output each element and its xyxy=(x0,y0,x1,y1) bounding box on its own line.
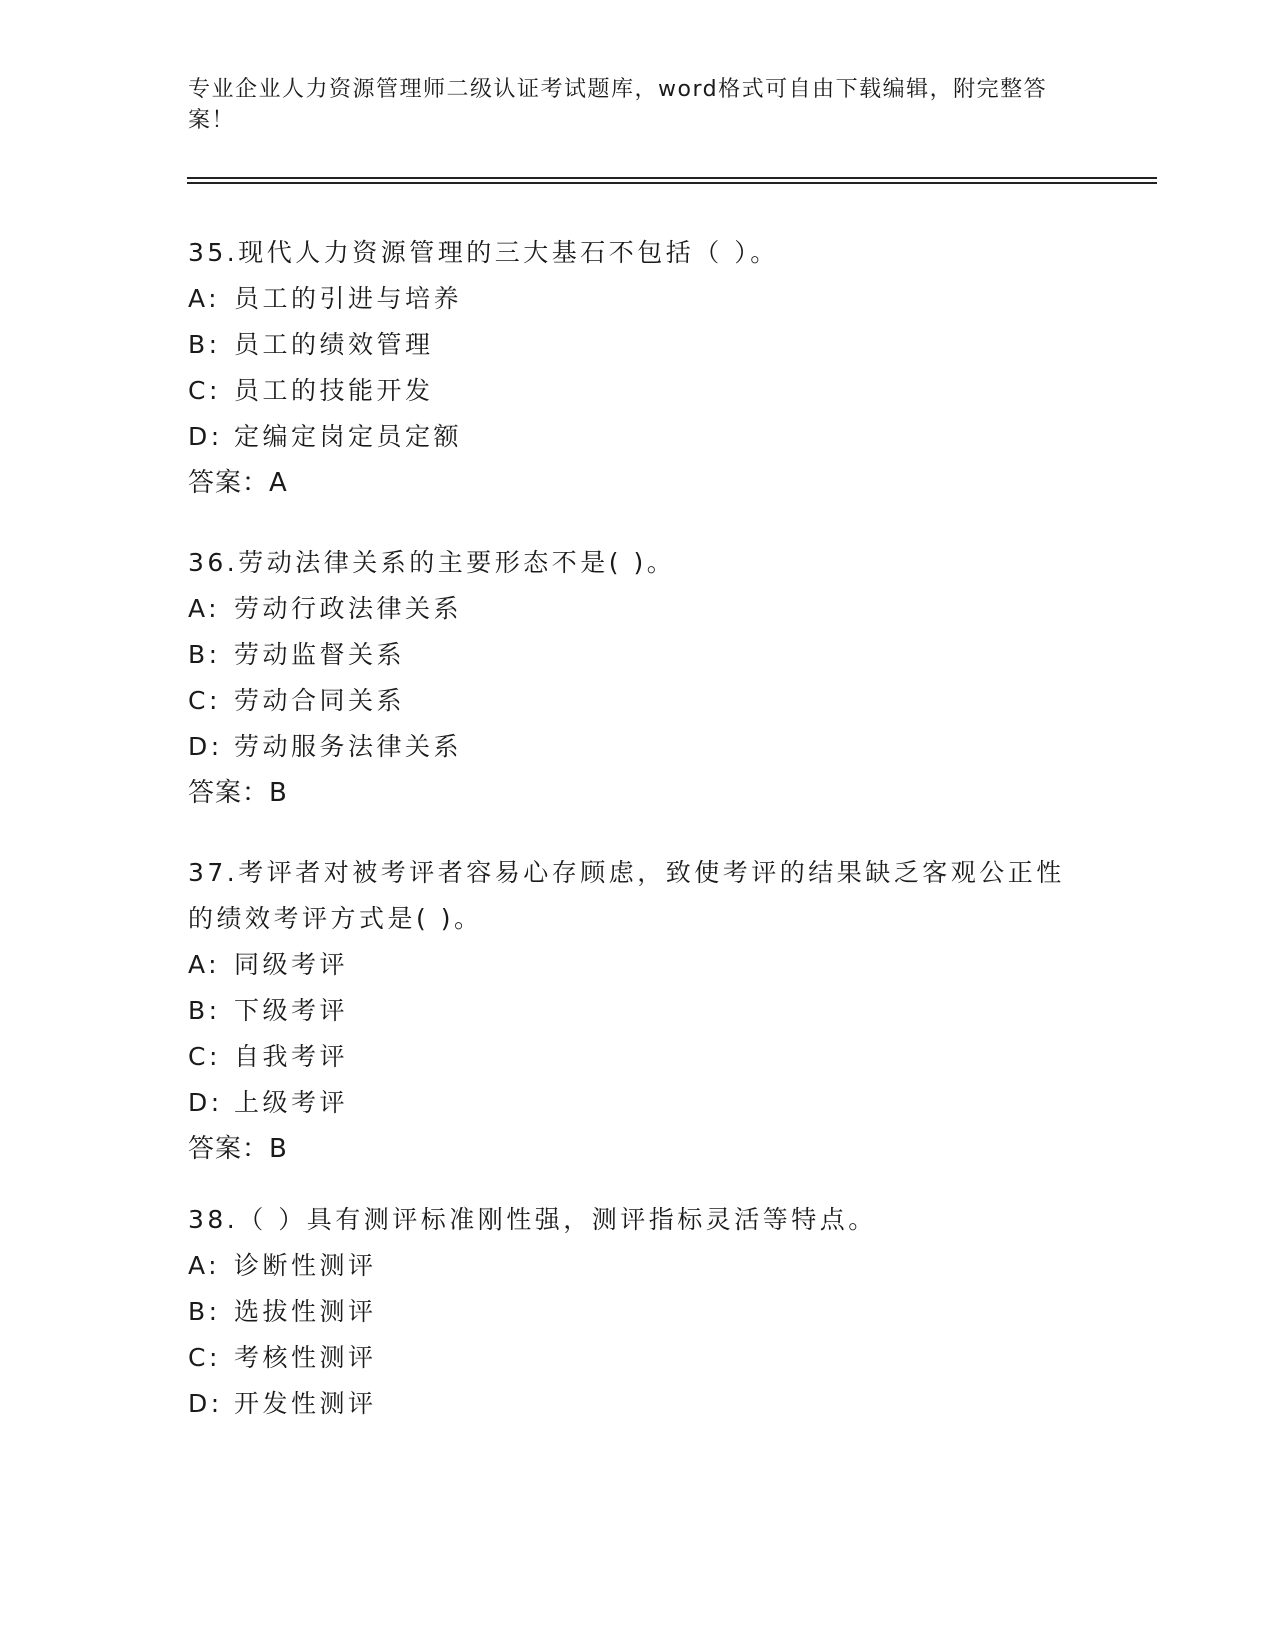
option-b xyxy=(188,322,1088,368)
option-text: 劳动行政法律关系 xyxy=(234,594,463,623)
option-b xyxy=(188,988,1088,1034)
option-letter: C: xyxy=(188,1343,221,1372)
question-stem: 38.（ ）具有测评标准刚性强，测评指标灵活等特点。 xyxy=(188,1205,877,1234)
option-a xyxy=(188,942,1088,988)
option-letter: B: xyxy=(188,996,221,1025)
option-text: 同级考评 xyxy=(234,950,349,979)
header-divider-top xyxy=(187,177,1157,179)
option-c xyxy=(188,368,1088,414)
option-letter: B: xyxy=(188,1297,221,1326)
option-c xyxy=(188,1034,1088,1080)
option-text: 劳动监督关系 xyxy=(234,640,406,669)
option-letter: A: xyxy=(188,950,221,979)
answer-line: 答案：B xyxy=(188,1134,288,1164)
question-stem: 36.劳动法律关系的主要形态不是( )。 xyxy=(188,548,676,577)
option-letter: D: xyxy=(188,732,223,761)
question-stem: 35.现代人力资源管理的三大基石不包括（ ）。 xyxy=(188,238,779,267)
option-letter: D: xyxy=(188,1389,223,1418)
option-letter: C: xyxy=(188,686,221,715)
option-a xyxy=(188,586,1088,632)
option-a xyxy=(188,1243,1088,1289)
option-d xyxy=(188,724,1088,770)
document-intro-text: 专业企业人力资源管理师二级认证考试题库，word格式可自由下载编辑，附完整答案！ xyxy=(188,77,1048,133)
option-text: 员工的引进与培养 xyxy=(234,284,463,313)
option-b xyxy=(188,1289,1088,1335)
option-d xyxy=(188,414,1088,460)
option-text: 员工的绩效管理 xyxy=(234,330,434,359)
option-c xyxy=(188,678,1088,724)
option-letter: A: xyxy=(188,284,221,313)
question-38 xyxy=(188,1197,1088,1427)
option-letter: A: xyxy=(188,1251,221,1280)
option-letter: B: xyxy=(188,330,221,359)
question-36 xyxy=(188,540,1088,816)
option-text: 员工的技能开发 xyxy=(234,376,434,405)
option-text: 自我考评 xyxy=(234,1042,349,1071)
option-d xyxy=(188,1381,1088,1427)
answer-line: 答案：B xyxy=(188,778,288,808)
option-letter: C: xyxy=(188,1042,221,1071)
option-text: 选拔性测评 xyxy=(234,1297,377,1326)
option-text: 定编定岗定员定额 xyxy=(234,422,463,451)
question-35 xyxy=(188,230,1088,506)
answer-line: 答案：A xyxy=(188,468,288,498)
option-letter: B: xyxy=(188,640,221,669)
option-text: 考核性测评 xyxy=(234,1343,377,1372)
option-b xyxy=(188,632,1088,678)
option-letter: A: xyxy=(188,594,221,623)
option-text: 开发性测评 xyxy=(234,1389,377,1418)
option-text: 下级考评 xyxy=(234,996,349,1025)
option-text: 上级考评 xyxy=(234,1088,349,1117)
header-divider-bottom xyxy=(187,182,1157,184)
question-stem: 37.考评者对被考评者容易心存顾虑，致使考评的结果缺乏客观公正性的绩效考评方式是( )。 xyxy=(188,858,1065,933)
question-37 xyxy=(188,850,1088,1172)
option-text: 诊断性测评 xyxy=(234,1251,377,1280)
option-a xyxy=(188,276,1088,322)
option-c xyxy=(188,1335,1088,1381)
option-text: 劳动合同关系 xyxy=(234,686,406,715)
option-letter: D: xyxy=(188,1088,223,1117)
option-text: 劳动服务法律关系 xyxy=(234,732,463,761)
option-d xyxy=(188,1080,1088,1126)
option-letter: C: xyxy=(188,376,221,405)
option-letter: D: xyxy=(188,422,223,451)
